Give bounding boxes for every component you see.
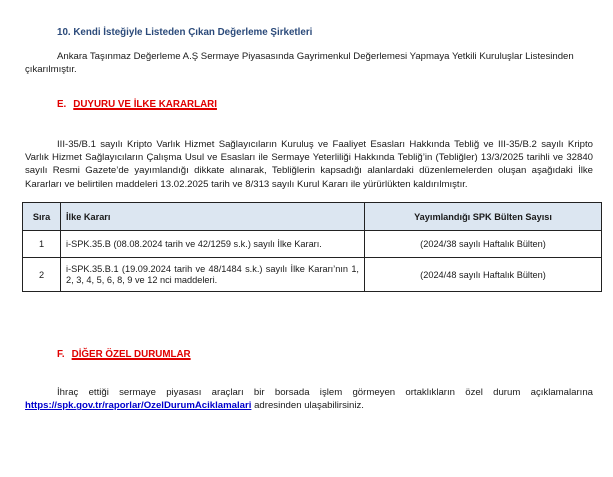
- cell-bulten: (2024/48 sayılı Haftalık Bülten): [365, 258, 602, 292]
- cell-ilke-karari: i-SPK.35.B (08.08.2024 tarih ve 42/1259 s.k.) sayılı İlke Kararı.: [61, 231, 365, 258]
- section-e-paragraph: III-35/B.1 sayılı Kripto Varlık Hizmet Sağlayıcıların Kuruluş ve Faaliyet Esasları Hakkında Tebliğ ve III-35/B.2 sayılı Kripto Varlık Hizmet Sağlayıcıların Çalışma Usul ve Esasları ile Sermaye Yeterliliği Hakkında Tebliğ’in (Tebliğler) 13/3/2025 tarihli ve 32840 sayılı Resmi Gazete’de yayımlandığı dikkate alınarak, Tebliğlerin kapsadığı alanlardaki düzenlemelerden oluşan aşağıdaki İlke Kararları ve belirtilen maddeleri 13.02.2025 tarih ve 8/313 sayılı Kurul Kararı ile yürürlükten kaldırılmıştır.: [25, 139, 593, 190]
- cell-bulten: (2024/38 sayılı Haftalık Bülten): [365, 231, 602, 258]
- section-10-heading: 10. Kendi İsteğiyle Listeden Çıkan Değerleme Şirketleri: [57, 27, 313, 38]
- section-f-heading: [57, 349, 191, 360]
- section-10-line2: çıkarılmıştır.: [25, 64, 77, 76]
- section-f-title: DİĞER ÖZEL DURUMLAR: [71, 349, 191, 360]
- section-f-suffix: adresinden ulaşabilirsiniz.: [254, 400, 364, 412]
- header-sira: Sıra: [23, 203, 61, 231]
- section-e-title: DUYURU VE İLKE KARARLARI: [73, 99, 217, 110]
- section-10-paragraph: [25, 50, 593, 76]
- ozel-durum-link[interactable]: https://spk.gov.tr/raporlar/OzelDurumAciklamalari: [25, 400, 252, 412]
- section-f-line2: [25, 399, 593, 412]
- table-row: [23, 258, 602, 292]
- cell-ilke-karari: i-SPK.35.B.1 (19.09.2024 tarih ve 48/1484 s.k.) sayılı İlke Kararı’nın 1, 2, 3, 4, 5, 6, 8, 9 ve 12 nci maddeleri.: [61, 258, 365, 292]
- section-e-heading: [57, 99, 217, 110]
- cell-sira: 1: [23, 231, 61, 258]
- header-ilke-karari: İlke Kararı: [61, 203, 365, 231]
- section-10-line1: Ankara Taşınmaz Değerleme A.Ş Sermaye Piyasasında Gayrimenkul Değerlemesi Yapmaya Yetkili Kuruluşlar Listesinden: [57, 51, 574, 62]
- cell-sira: 2: [23, 258, 61, 292]
- table-row: [23, 231, 602, 258]
- table-header-row: [23, 203, 602, 231]
- section-f-paragraph: [25, 386, 593, 412]
- header-bulten-sayisi: Yayımlandığı SPK Bülten Sayısı: [365, 203, 602, 231]
- section-f-letter: F.: [57, 349, 65, 360]
- section-e-letter: E.: [57, 99, 67, 110]
- section-f-line1: İhraç ettiği sermaye piyasası araçları bir borsada işlem görmeyen ortaklıkların özel durum açıklamalarına: [57, 387, 593, 398]
- ilke-kararlari-table: [22, 202, 602, 292]
